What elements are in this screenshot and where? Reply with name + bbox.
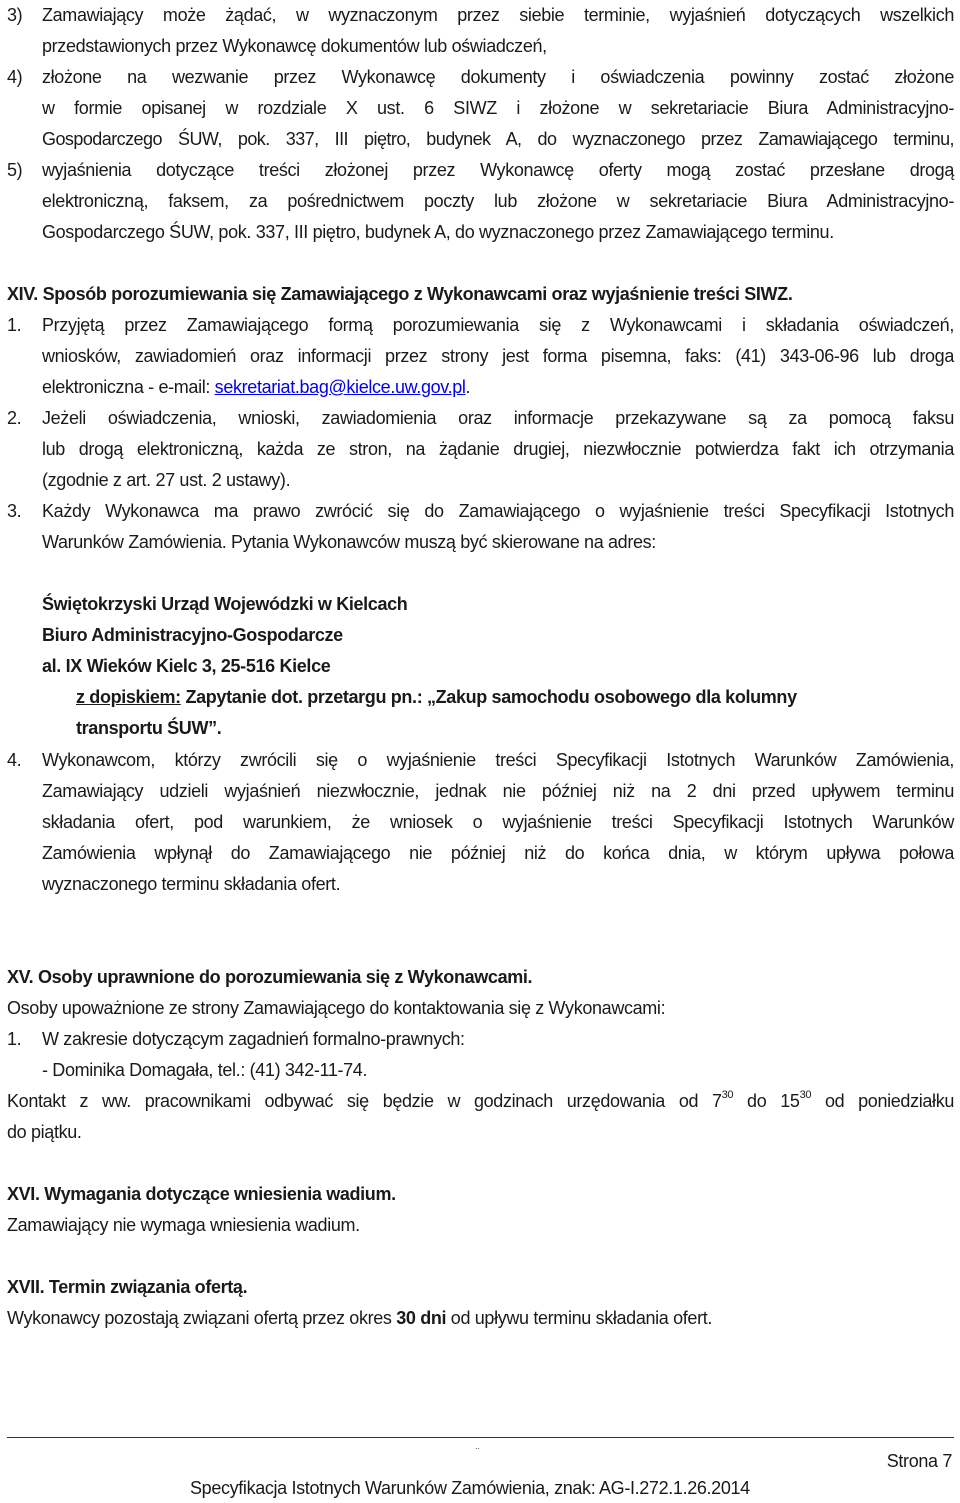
list-number: 5) <box>7 160 23 180</box>
list-number: 4) <box>7 67 23 87</box>
email-label: elektroniczna - e-mail: <box>42 377 215 397</box>
binding-text: od upływu terminu składania ofert. <box>446 1308 713 1328</box>
email-link[interactable]: sekretariat.bag@kielce.uw.gov.pl <box>214 377 466 397</box>
paragraph-line: lub drogą elektroniczną, każda ze stron, na żądanie drugiej, niezwłocznie potwierdza fakt ich otrzymania <box>42 439 954 459</box>
list-number: 4. <box>7 750 22 770</box>
binding-days: 30 dni <box>396 1308 447 1328</box>
paragraph-line: składania ofert, pod warunkiem, że wniosek o wyjaśnienie treści Specyfikacji Istotnych Warunków <box>42 812 954 832</box>
address-note: transportu ŚUW”. <box>76 718 222 738</box>
paragraph-line: W zakresie dotyczącym zagadnień formalno-prawnych: <box>42 1029 465 1049</box>
paragraph-line <box>7 372 954 403</box>
paragraph-line: Gospodarczego ŚUW, pok. 337, III piętro, budynek A, do wyznaczonego przez Zamawiającego terminu, <box>42 129 954 149</box>
address-line: Biuro Administracyjno-Gospodarcze <box>42 625 343 645</box>
paragraph-line: przedstawionych przez Wykonawcę dokumentów lub oświadczeń, <box>42 36 547 56</box>
paragraph-line: Zamówienia wpłynął do Zamawiającego nie później niż do końca dnia, w którym upływa połowa <box>42 843 954 863</box>
page-number: Strona 7 <box>886 1451 952 1471</box>
note-text: Zapytanie dot. przetargu pn.: „Zakup samochodu osobowego dla kolumny <box>180 687 797 707</box>
paragraph-line: Osoby upoważnione ze strony Zamawiającego do kontaktowania się z Wykonawcami: <box>7 998 666 1018</box>
paragraph-line: (zgodnie z art. 27 ust. 2 ustawy). <box>42 470 291 490</box>
address-line: Świętokrzyski Urząd Wojewódzki w Kielcach <box>42 594 408 614</box>
period: . <box>465 377 471 397</box>
paragraph-line: Przyjętą przez Zamawiającego formą porozumiewania się z Wykonawcami i składania oświadczeń, <box>42 315 954 335</box>
numbered-item-1 <box>7 1024 954 1055</box>
numbered-item-3 <box>7 496 954 527</box>
list-number: 3. <box>7 501 22 521</box>
address-line: al. IX Wieków Kielc 3, 25-516 Kielce <box>42 656 331 676</box>
paragraph-line: Jeżeli oświadczenia, wnioski, zawiadomienia oraz informacje przekazywane są za pomocą faksu <box>42 408 954 428</box>
address-note <box>7 682 954 713</box>
paragraph-line: Każdy Wykonawca ma prawo zwrócić się do Zamawiającego o wyjaśnienie treści Specyfikacji Istotnych <box>42 501 954 521</box>
paragraph-line: elektroniczną, faksem, za pośrednictwem poczty lub złożone w sekretariacie Biura Administracyjno- <box>42 191 954 211</box>
paragraph-line <box>7 1086 954 1117</box>
paragraph-line: Zamawiający może żądać, w wyznaczonym przez siebie terminie, wyjaśnień dotyczących wszelkich <box>42 5 954 25</box>
footer-title: Specyfikacja Istotnych Warunków Zamówienia, znak: AG-I.272.1.26.2014 <box>190 1478 750 1498</box>
section-heading-xvi: XVI. Wymagania dotyczące wniesienia wadium. <box>7 1184 396 1204</box>
paragraph-line: wyjaśnienia dotyczące treści złożonej przez Wykonawcę oferty mogą zostać przesłane drogą <box>42 160 954 180</box>
paragraph-line: Gospodarczego ŚUW, pok. 337, III piętro, budynek A, do wyznaczonego przez Zamawiającego terminu. <box>42 222 834 242</box>
numbered-item-1 <box>7 310 954 341</box>
footer-dots: .. <box>475 1441 480 1451</box>
paragraph-line: Warunków Zamówienia. Pytania Wykonawców muszą być skierowane na adres: <box>42 532 656 552</box>
list-number: 2. <box>7 408 22 428</box>
list-number: 3) <box>7 5 23 25</box>
paragraph-line: w formie opisanej w rozdziale X ust. 6 SIWZ i złożone w sekretariacie Biura Administracyjno- <box>42 98 954 118</box>
superscript: 30 <box>721 1089 734 1101</box>
section-title: Sposób porozumiewania się Zamawiającego z Wykonawcami oraz wyjaśnienie treści SIWZ. <box>42 284 793 304</box>
paragraph-line: do piątku. <box>7 1122 82 1142</box>
paragraph-line: wyznaczonego terminu składania ofert. <box>42 874 341 894</box>
list-item-3 <box>7 0 954 31</box>
list-number: 1. <box>7 1029 22 1049</box>
list-item-4 <box>7 62 954 93</box>
list-number: 1. <box>7 315 22 335</box>
section-number: XIV. <box>7 284 38 304</box>
hours-text: Kontakt z ww. pracownikami odbywać się będzie w godzinach urzędowania od 7 <box>7 1091 722 1111</box>
footer-divider <box>7 1437 954 1438</box>
contact-person: - Dominika Domagała, tel.: (41) 342-11-74. <box>42 1060 368 1080</box>
paragraph-line: Wykonawcom, którzy zwrócili się o wyjaśnienie treści Specyfikacji Istotnych Warunków Zamówienia, <box>42 750 954 770</box>
superscript: 30 <box>799 1089 812 1101</box>
numbered-item-4 <box>7 745 954 776</box>
paragraph-line: złożone na wezwanie przez Wykonawcę dokumenty i oświadczenia powinny zostać złożone <box>42 67 954 87</box>
paragraph-line: Zamawiający udzieli wyjaśnień niezwłocznie, jednak nie później niż na 2 dni przed upływem terminu <box>42 781 954 801</box>
section-heading-xiv <box>7 279 954 310</box>
paragraph-line: wniosków, zawiadomień oraz informacji przez strony jest forma pisemna, faks: (41) 343-06-96 lub droga <box>42 346 954 366</box>
paragraph-line <box>7 1303 954 1334</box>
note-prefix: z dopiskiem: <box>76 687 181 707</box>
hours-text: od poniedziałku <box>811 1091 955 1111</box>
hours-text: do 15 <box>733 1091 800 1111</box>
section-heading-xvii: XVII. Termin związania ofertą. <box>7 1277 248 1297</box>
paragraph-line: Zamawiający nie wymaga wniesienia wadium. <box>7 1215 360 1235</box>
section-heading-xv: XV. Osoby uprawnione do porozumiewania się z Wykonawcami. <box>7 967 533 987</box>
numbered-item-2 <box>7 403 954 434</box>
binding-text: Wykonawcy pozostają związani ofertą przez okres <box>7 1308 397 1328</box>
list-item-5 <box>7 155 954 186</box>
